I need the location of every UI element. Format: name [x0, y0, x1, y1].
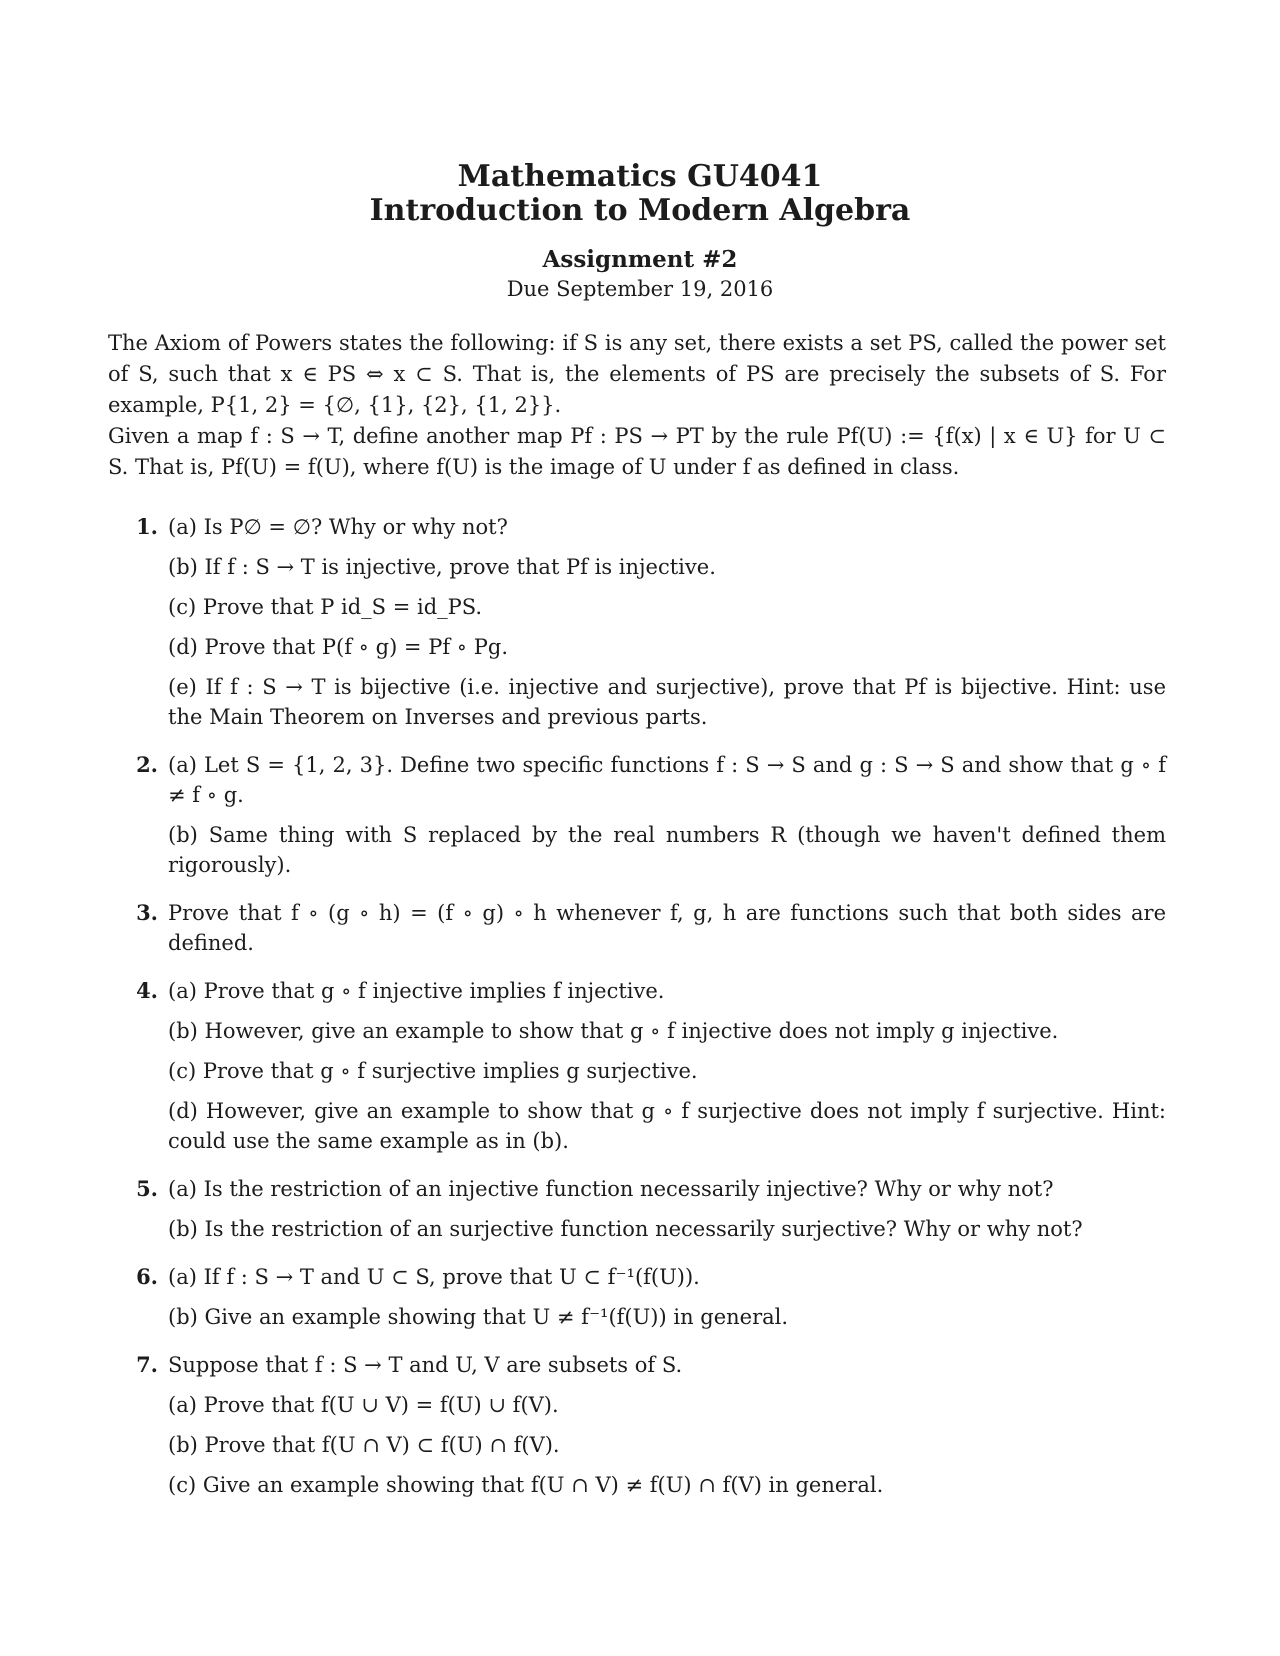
assignment-title: Assignment #2 — [542, 246, 738, 273]
problem-2 — [108, 750, 1166, 880]
problem-5 — [108, 1174, 1166, 1244]
course-title: Introduction to Modern Algebra — [369, 193, 911, 228]
problem-body — [168, 976, 1166, 1156]
problem-number: 1. — [136, 514, 158, 539]
problem-list — [108, 512, 1166, 1518]
problem-part: (e) If f : S → T is bijective (i.e. injective and surjective), prove that Pf is bijective. Hint: use the Main Theorem on Inverses and previous parts. — [168, 675, 1166, 729]
problem-number: 3. — [136, 900, 158, 925]
problem-number: 6. — [136, 1264, 158, 1289]
problem-part: (c) Give an example showing that f(U ∩ V) ≠ f(U) ∩ f(V) in general. — [168, 1473, 884, 1497]
problem-6 — [108, 1262, 1166, 1332]
intro-paragraph-2: Given a map f : S → T, define another map Pf : PS → PT by the rule Pf(U) := {f(x) | x ∈ U} for U ⊂ S. That is, Pf(U) = f(U), where f(U) is the image of U under f as defined in class. — [108, 424, 1166, 479]
problem-number: 4. — [136, 978, 158, 1003]
problem-part: (a) Is P∅ = ∅? Why or why not? — [168, 515, 508, 539]
problem-number: 5. — [136, 1176, 158, 1201]
problem-part: (b) Prove that f(U ∩ V) ⊂ f(U) ∩ f(V). — [168, 1433, 560, 1457]
problem-part: Suppose that f : S → T and U, V are subsets of S. — [168, 1353, 683, 1377]
problem-part: (a) Prove that f(U ∪ V) = f(U) ∪ f(V). — [168, 1393, 559, 1417]
problem-body — [168, 750, 1166, 880]
problem-number: 2. — [136, 752, 158, 777]
problem-part: (b) Is the restriction of an surjective function necessarily surjective? Why or why not? — [168, 1217, 1083, 1241]
problem-7 — [108, 1350, 1166, 1500]
problem-part: (a) Let S = {1, 2, 3}. Define two specific functions f : S → S and g : S → S and show that g ∘ f ≠ f ∘ g. — [168, 753, 1166, 807]
problem-part: (a) Is the restriction of an injective function necessarily injective? Why or why not? — [168, 1177, 1054, 1201]
problem-part: (a) If f : S → T and U ⊂ S, prove that U ⊂ f⁻¹(f(U)). — [168, 1265, 700, 1289]
problem-part: (b) Give an example showing that U ≠ f⁻¹(f(U)) in general. — [168, 1305, 789, 1329]
problem-part: (c) Prove that g ∘ f surjective implies g surjective. — [168, 1059, 698, 1083]
introduction — [108, 328, 1166, 483]
problem-4 — [108, 976, 1166, 1156]
problem-part: (d) However, give an example to show that g ∘ f surjective does not imply f surjective. Hint: could use the same example as in (b). — [168, 1099, 1166, 1153]
problem-part: (b) If f : S → T is injective, prove that Pf is injective. — [168, 555, 716, 579]
intro-paragraph-1: The Axiom of Powers states the following: if S is any set, there exists a set PS, called the power set of S, such that x ∈ PS ⇔ x ⊂ S. That is, the elements of PS are precisely the subsets of S. For example, P{1, 2} = {∅, {1}, {2}, {1, 2}}. — [108, 331, 1166, 417]
problem-part: (c) Prove that P id_S = id_PS. — [168, 595, 483, 619]
course-number: Mathematics GU4041 — [457, 159, 823, 194]
document-header — [0, 160, 1280, 301]
problem-part: (b) Same thing with S replaced by the real numbers R (though we haven't defined them rigorously). — [168, 823, 1166, 877]
problem-body — [168, 1174, 1166, 1244]
problem-part: (d) Prove that P(f ∘ g) = Pf ∘ Pg. — [168, 635, 508, 659]
problem-body — [168, 1350, 1166, 1500]
due-date: Due September 19, 2016 — [506, 277, 774, 301]
problem-number: 7. — [136, 1352, 158, 1377]
problem-1 — [108, 512, 1166, 732]
problem-part: (b) However, give an example to show that g ∘ f injective does not imply g injective. — [168, 1019, 1059, 1043]
problem-part: (a) Prove that g ∘ f injective implies f injective. — [168, 979, 665, 1003]
problem-body — [168, 1262, 1166, 1332]
problem-3 — [108, 898, 1166, 958]
problem-body — [168, 512, 1166, 732]
problem-part: Prove that f ∘ (g ∘ h) = (f ∘ g) ∘ h whenever f, g, h are functions such that both sides are defined. — [168, 901, 1166, 955]
problem-body — [168, 898, 1166, 958]
